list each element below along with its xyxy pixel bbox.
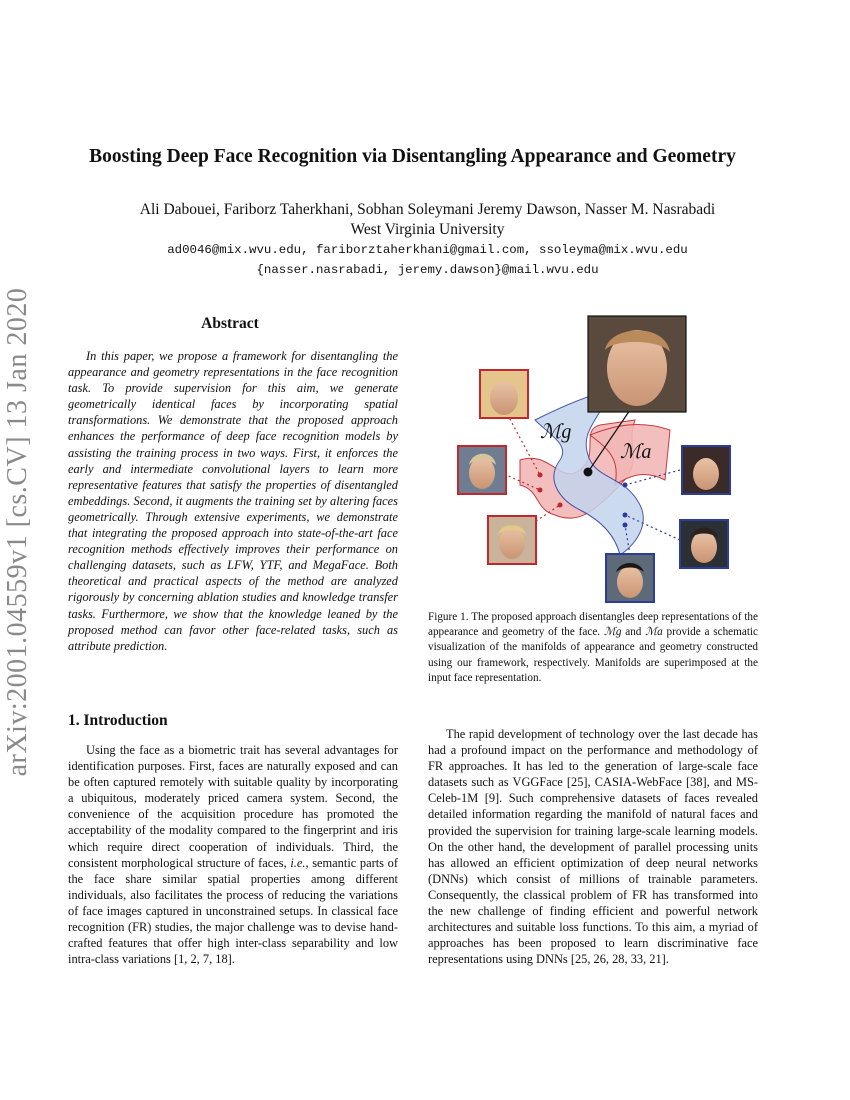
abstract-text: In this paper, we propose a framework for disentangling the appearance and geometry representations in the face recognition task. To provide supervision for this aim, we generate geometrically identical faces by incorporating spatial transformations. We demonstrate that the proposed approach enhances the performance of deep face recognition models by assisting the training process in two ways. First, it enforces the early and intermediate convolutional layers to learn more representative features that satisfy the properties of disentangled embeddings. Second, it augments the training set by altering faces geometrically. Through extensive experiments, we demonstrate that integrating the proposed approach into state-of-the-art face recognition methods effectively improves their performance on challenging datasets, such as LFW, YTF, and MegaFace. Both theoretical and practical aspects of the method are analyzed rigorously by concerning ablation studies and knowledge transfer tasks. Furthermore, we show that the knowledge leaned by the proposed method can favor other face-related tasks, such as attribute prediction. (68, 349, 398, 653)
caption-and: and (621, 626, 646, 639)
center-point (584, 468, 593, 477)
intro-p1-ie: i.e. (290, 855, 306, 870)
face-thumb-blue-3 (606, 554, 654, 602)
face-thumb-red-2 (458, 446, 506, 494)
paper-title: Boosting Deep Face Recognition via Disentangling Appearance and Geometry (89, 146, 736, 167)
figure-1 (440, 310, 760, 610)
abstract-heading: Abstract (201, 315, 259, 332)
intro-p1-text-b: , semantic parts of the face share similar spatial properties among different individuals, also facilitates the process of reducing the variations of face images captured in unconstrained setups. In classical face recognition (FR) studies, the major challenge was to devise hand-crafted features that offer high inter-class separability and low intra-class variations [1, 2, 7, 18]. (68, 855, 398, 967)
main-face-image (588, 316, 686, 412)
introduction-heading: 1. Introduction (68, 712, 168, 729)
face-thumb-blue-2 (680, 520, 728, 568)
arxiv-stamp-text: arXiv:2001.04559v1 [cs.CV] 13 Jan 2020 (2, 287, 33, 777)
introduction-paragraph-1 (68, 742, 398, 967)
face-thumb-blue-1 (682, 446, 730, 494)
emails-line-2: {nasser.nasrabadi, jeremy.dawson}@mail.wvu.edu (256, 263, 599, 277)
introduction-paragraph-2: The rapid development of technology over the last decade has had a profound impact on the performance and methodology of FR approaches. It has led to the generation of large-scale face datasets such as VGGFace [25], CASIA-WebFace [38], and MS-Celeb-1M [9]. Such comprehensive datasets of faces revealed detailed information regarding the manifold of natural faces and provided the supervision for training large-scale learning models. On the other hand, the development of parallel processing units has allowed an efficient optimization of deep neural networks (DNNs) which consist of millions of trainable parameters. Consequently, the classical problem of FR has transformed into the new challenge of finding efficient and powerful network architectures and suitable loss functions. To this aim, a myriad of approaches has been proposed to learn discriminative face representations using DNNs [25, 26, 28, 33, 21]. (428, 727, 758, 967)
label-ma: ℳa (620, 441, 652, 463)
affiliation: West Virginia University (350, 221, 505, 238)
author-block (60, 200, 795, 240)
author-list: Ali Dabouei, Fariborz Taherkhani, Sobhan Soleymani Jeremy Dawson, Nasser M. Nasrabadi (139, 201, 716, 218)
face-thumb-red-1 (480, 370, 528, 418)
face-thumb-red-3 (488, 516, 536, 564)
caption-ma: ℳa (645, 626, 663, 639)
caption-text-b: provide a schematic visualization of the manifolds of appearance and geometry constructed using our framework, respectively. Manifolds are superimposed at the input face representation. (428, 626, 759, 684)
label-mg: ℳg (540, 421, 572, 443)
intro-p1-text-a: Using the face as a biometric trait has several advantages for identification purposes. First, faces are naturally exposed and can be often captured remotely with suitable quality by incorporating a ubiquitous, moderately priced camera system. Second, the convenience of the acquisition procedure has promoted the acceptability of the modality compared to the fingerprint and iris which require direct cooperation of individuals. Third, the consistent morphological structure of faces, (68, 743, 398, 870)
arxiv-stamp (0, 0, 36, 1100)
manifold-diagram (440, 310, 760, 610)
caption-mg: ℳg (603, 626, 622, 639)
caption-text-a: Figure 1. The proposed approach disentangles deep representations of the appearance and geometry of the face. (428, 611, 758, 639)
figure-1-caption (428, 610, 758, 686)
emails-line-1: ad0046@mix.wvu.edu, fariborztaherkhani@gmail.com, ssoleyma@mix.wvu.edu (167, 243, 688, 257)
